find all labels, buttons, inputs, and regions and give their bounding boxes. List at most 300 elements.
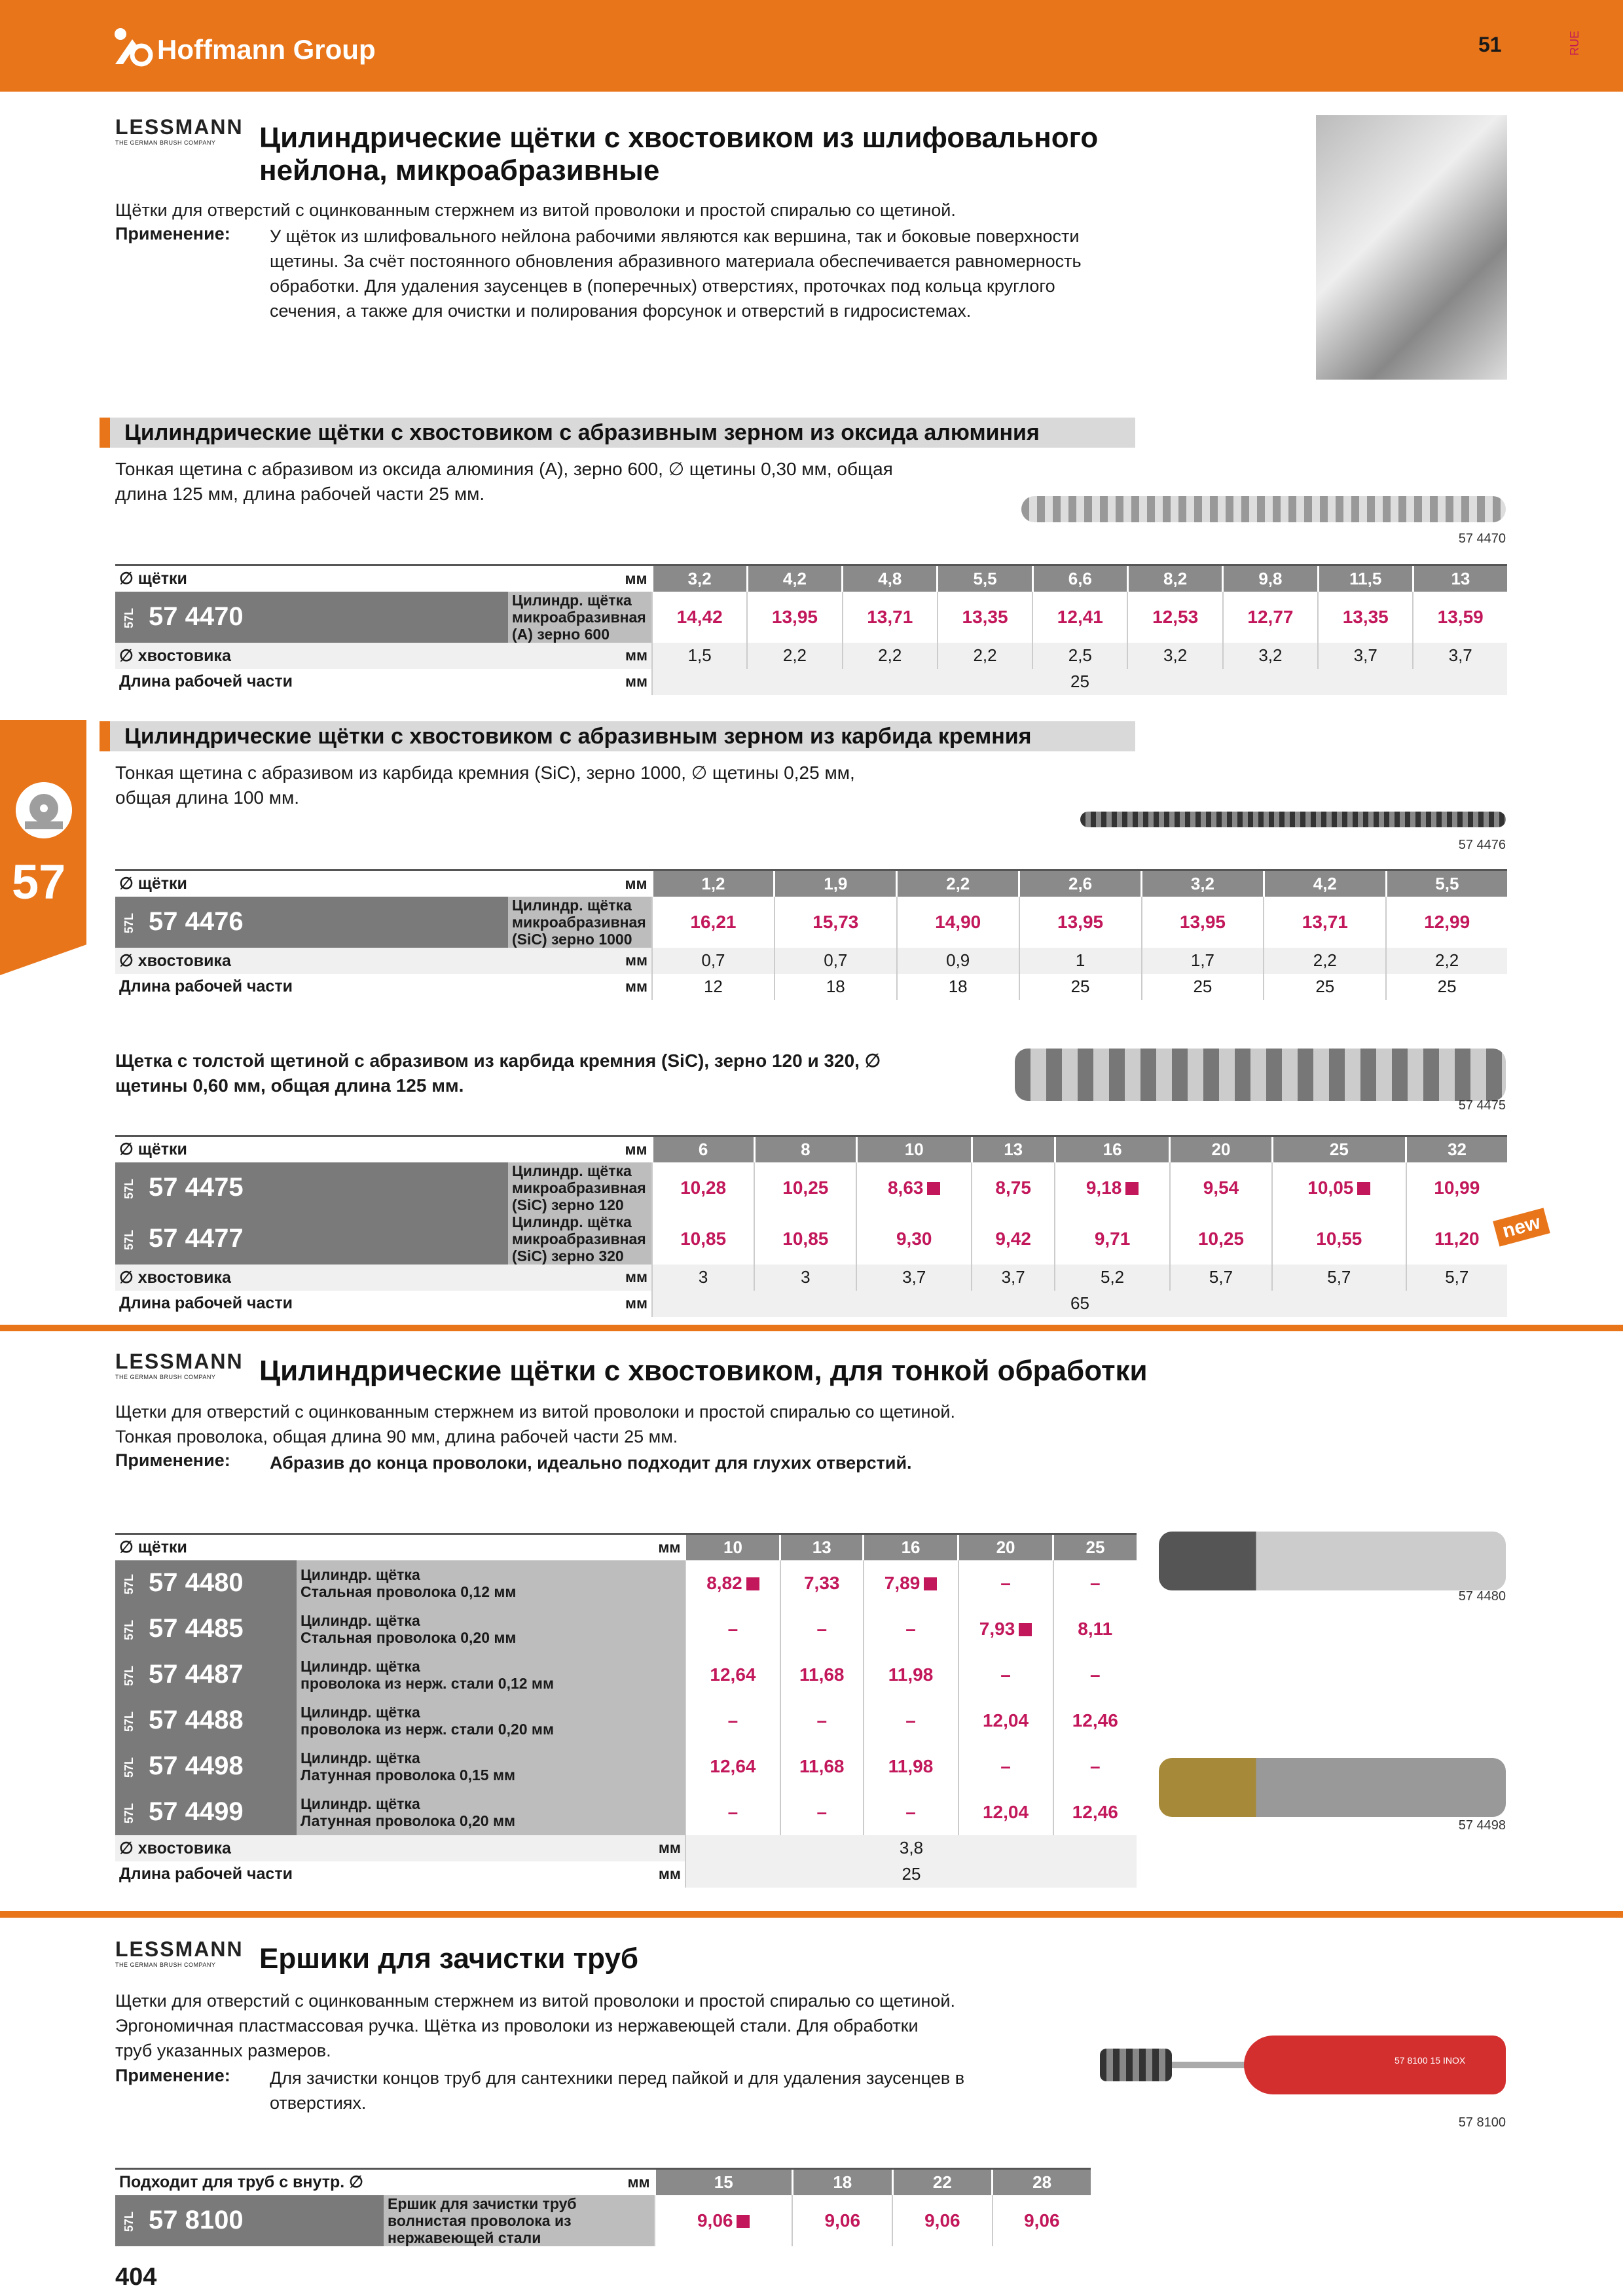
diameter-header: 3,2 bbox=[652, 565, 747, 592]
page-number-bottom: 404 bbox=[115, 2263, 157, 2291]
price-cell[interactable]: 13,35 bbox=[938, 592, 1032, 643]
article-id: 57 4475 bbox=[149, 1173, 244, 1202]
price-value: 7,93 bbox=[979, 1618, 1015, 1639]
desc-line: (A) зерно 600 bbox=[512, 625, 610, 643]
row-label-shank: ∅ хвостовика bbox=[119, 951, 231, 970]
article-number[interactable] bbox=[115, 1606, 297, 1652]
article-id: 57 8100 bbox=[149, 2206, 244, 2234]
unit-label: мм bbox=[297, 1534, 685, 1560]
row-label-diameter: ∅ щётки bbox=[115, 1136, 508, 1162]
article-description bbox=[297, 1744, 685, 1789]
shank-cell: 3,8 bbox=[685, 1835, 1137, 1861]
desc-line: Стальная проволока 0,20 мм bbox=[300, 1628, 517, 1646]
diameter-header: 2,2 bbox=[897, 870, 1019, 897]
diameter-header: 5,5 bbox=[938, 565, 1032, 592]
row-label-length: Длина рабочей части bbox=[119, 1865, 293, 1883]
brand-name: Hoffmann Group bbox=[157, 34, 376, 65]
shank-cell: 5,2 bbox=[1055, 1265, 1170, 1291]
diameter-header: 16 bbox=[1055, 1136, 1170, 1162]
price-cell[interactable]: 9,30 bbox=[856, 1213, 972, 1265]
article-description bbox=[384, 2195, 655, 2246]
shank-cell: 5,7 bbox=[1170, 1265, 1272, 1291]
desc-line: Цилиндр. щётка bbox=[300, 1703, 420, 1721]
length-cell: 18 bbox=[775, 974, 897, 1000]
diameter-header: 13 bbox=[1413, 565, 1507, 592]
row-label-fit: Подходит для труб с внутр. ∅ bbox=[115, 2169, 384, 2195]
unit-label: мм bbox=[658, 1865, 681, 1882]
img-id-574475: 57 4475 bbox=[1458, 1098, 1506, 1113]
unit-label: мм bbox=[508, 1136, 652, 1162]
price-value: 10,05 bbox=[1307, 1177, 1354, 1198]
shank-cell: 2,2 bbox=[843, 643, 938, 669]
article-description bbox=[508, 1162, 652, 1213]
diameter-header: 11,5 bbox=[1318, 565, 1413, 592]
price-cell[interactable]: 11,68 bbox=[780, 1744, 864, 1789]
shank-cell: 0,7 bbox=[652, 948, 775, 974]
price-cell[interactable] bbox=[754, 1162, 856, 1213]
diameter-header: 18 bbox=[792, 2169, 892, 2195]
img-id-574476: 57 4476 bbox=[1458, 838, 1506, 852]
price-cell[interactable] bbox=[685, 1560, 780, 1606]
table-section2 bbox=[115, 1533, 1137, 1888]
row-label-diameter: ∅ щётки bbox=[115, 565, 508, 592]
diameter-header: 25 bbox=[1053, 1534, 1137, 1560]
desc-line: Стальная проволока 0,12 мм bbox=[300, 1583, 517, 1600]
price-cell[interactable]: 9,42 bbox=[972, 1213, 1055, 1265]
length-cell: 65 bbox=[652, 1291, 1507, 1317]
price-cell[interactable]: 10,55 bbox=[1272, 1213, 1406, 1265]
price-cell[interactable]: 13,95 bbox=[1019, 897, 1142, 948]
price-cell[interactable]: 10,85 bbox=[754, 1213, 856, 1265]
price-value: 9,54 bbox=[1203, 1177, 1239, 1198]
price-cell[interactable]: – bbox=[780, 1698, 864, 1744]
desc-line: длина 125 мм, длина рабочей части 25 мм. bbox=[115, 484, 485, 504]
article-number[interactable] bbox=[115, 1789, 297, 1835]
price-value: 8,63 bbox=[887, 1177, 924, 1198]
app-line: отверстиях. bbox=[270, 2093, 367, 2113]
brush-image-574476 bbox=[1080, 812, 1506, 827]
lessmann-logo bbox=[115, 1937, 244, 1968]
new-item-square-icon bbox=[746, 1577, 759, 1590]
article-id: 57 4499 bbox=[149, 1797, 244, 1826]
price-cell[interactable]: 13,71 bbox=[843, 592, 938, 643]
price-cell[interactable] bbox=[1406, 1162, 1507, 1213]
price-cell[interactable]: 13,59 bbox=[1413, 592, 1507, 643]
price-cell[interactable]: 12,04 bbox=[958, 1789, 1053, 1835]
row-label-length: Длина рабочей части bbox=[119, 977, 293, 996]
diameter-header: 25 bbox=[1272, 1136, 1406, 1162]
price-cell[interactable]: 11,68 bbox=[780, 1652, 864, 1698]
article-description bbox=[508, 1213, 652, 1265]
pipe-brush-image bbox=[1100, 2036, 1506, 2094]
chapter-number: 57 bbox=[12, 855, 66, 909]
price-cell[interactable]: 13,95 bbox=[1142, 897, 1264, 948]
section3-title: Ершики для зачистки труб bbox=[259, 1943, 639, 1975]
new-item-square-icon bbox=[1357, 1182, 1370, 1195]
lessmann-logo bbox=[115, 115, 244, 146]
desc-line: Тонкая щетина с абразивом из карбида кремния (SiC), зерно 1000, ∅ щетины 0,25 мм, bbox=[115, 762, 855, 783]
article-number[interactable] bbox=[115, 1698, 297, 1744]
row-label-length: Длина рабочей части bbox=[119, 1294, 293, 1312]
shank-cell: 2,5 bbox=[1032, 643, 1127, 669]
price-cell[interactable]: – bbox=[685, 1606, 780, 1652]
row-label-length: Длина рабочей части bbox=[119, 672, 293, 691]
section3-app-label: Применение: bbox=[115, 2066, 230, 2085]
diameter-header: 13 bbox=[972, 1136, 1055, 1162]
row-label-shank: ∅ хвостовика bbox=[119, 1268, 231, 1287]
app-line: Для зачистки концов труб для сантехники перед пайкой и для удаления заусенцев в bbox=[270, 2068, 965, 2088]
pipe-brush-handle: 57 8100 15 INOX bbox=[1244, 2036, 1506, 2094]
shank-cell: 3 bbox=[652, 1265, 754, 1291]
length-cell: 25 bbox=[685, 1861, 1137, 1888]
sectionA-desc bbox=[115, 457, 1032, 507]
price-value: 9,06 bbox=[697, 2210, 733, 2231]
price-cell[interactable]: 11,98 bbox=[864, 1744, 958, 1789]
diameter-header: 20 bbox=[958, 1534, 1053, 1560]
article-description bbox=[508, 592, 652, 643]
sectionB-desc bbox=[115, 761, 1032, 810]
sectionA-bar: Цилиндрические щётки с хвостовиком с абразивным зерном из оксида алюминия bbox=[100, 418, 1135, 448]
diameter-header: 4,2 bbox=[1264, 870, 1386, 897]
unit-label: мм bbox=[625, 673, 647, 690]
section-divider bbox=[0, 1911, 1623, 1918]
article-prefix: 57L bbox=[122, 912, 136, 933]
app-line: сечения, а также для очистки и полирования форсунок и отверстий в гидросистемах. bbox=[270, 301, 972, 321]
price-cell[interactable] bbox=[1170, 1162, 1272, 1213]
diameter-header: 16 bbox=[864, 1534, 958, 1560]
desc-line: общая длина 100 мм. bbox=[115, 787, 300, 808]
img-id-574470: 57 4470 bbox=[1458, 531, 1506, 546]
price-cell[interactable]: – bbox=[780, 1606, 864, 1652]
price-cell[interactable]: 9,06 bbox=[792, 2195, 892, 2246]
article-id: 57 4485 bbox=[149, 1614, 244, 1643]
lessmann-name: LESSMANN bbox=[115, 115, 244, 139]
article-prefix: 57L bbox=[122, 1665, 136, 1686]
desc-line: проволока из нерж. стали 0,12 мм bbox=[300, 1674, 554, 1692]
price-cell[interactable]: 8,11 bbox=[1053, 1606, 1137, 1652]
img-id-578100: 57 8100 bbox=[1458, 2115, 1506, 2130]
diameter-header: 4,8 bbox=[843, 565, 938, 592]
section-divider bbox=[0, 1325, 1623, 1331]
brush-image-574498 bbox=[1159, 1758, 1506, 1817]
shank-cell: 3 bbox=[754, 1265, 856, 1291]
diameter-header: 28 bbox=[993, 2169, 1091, 2195]
shank-cell: 1 bbox=[1019, 948, 1142, 974]
pipe-brush-head bbox=[1100, 2049, 1172, 2081]
price-cell[interactable] bbox=[1272, 1162, 1406, 1213]
price-cell[interactable] bbox=[972, 1162, 1055, 1213]
price-cell[interactable]: – bbox=[1053, 1652, 1137, 1698]
diameter-header: 13 bbox=[780, 1534, 864, 1560]
sectionC-desc bbox=[115, 1049, 1032, 1098]
diameter-header: 8 bbox=[754, 1136, 856, 1162]
desc-line: Цилиндр. щётка bbox=[300, 1795, 420, 1812]
price-cell[interactable]: 12,04 bbox=[958, 1698, 1053, 1744]
diameter-header: 20 bbox=[1170, 1136, 1272, 1162]
price-cell[interactable]: 13,71 bbox=[1264, 897, 1386, 948]
desc-line: Цилиндр. щётка bbox=[300, 1611, 420, 1629]
price-cell[interactable]: 9,06 bbox=[892, 2195, 993, 2246]
section2-title: Цилиндрические щётки с хвостовиком, для тонкой обработки bbox=[259, 1355, 1148, 1387]
article-number[interactable] bbox=[115, 1744, 297, 1789]
article-number[interactable] bbox=[115, 2195, 384, 2246]
price-cell[interactable]: 12,46 bbox=[1053, 1698, 1137, 1744]
app-line: У щёток из шлифовального нейлона рабочими являются как вершина, так и боковые поверхности bbox=[270, 226, 1080, 246]
lessmann-tagline: THE GERMAN BRUSH COMPANY bbox=[115, 139, 216, 146]
price-value: 10,28 bbox=[680, 1177, 727, 1198]
pipe-brush-stem bbox=[1172, 2062, 1250, 2068]
brush-image-574475 bbox=[1015, 1049, 1506, 1101]
price-cell[interactable]: 12,46 bbox=[1053, 1789, 1137, 1835]
row-label-diameter: ∅ щётки bbox=[115, 870, 508, 897]
lessmann-logo bbox=[115, 1350, 244, 1380]
diameter-header: 5,5 bbox=[1386, 870, 1507, 897]
page-number-top: 51 bbox=[1478, 33, 1502, 56]
price-cell[interactable]: – bbox=[958, 1560, 1053, 1606]
price-cell[interactable]: 12,77 bbox=[1223, 592, 1318, 643]
price-cell[interactable] bbox=[1055, 1162, 1170, 1213]
price-value: 10,25 bbox=[782, 1177, 829, 1198]
article-number[interactable] bbox=[115, 897, 508, 948]
article-id: 57 4488 bbox=[149, 1706, 244, 1734]
price-cell[interactable]: 16,21 bbox=[652, 897, 775, 948]
article-number[interactable] bbox=[115, 1652, 297, 1698]
desc-line: волнистая проволока из нержавеющей стали bbox=[388, 2212, 572, 2246]
length-cell: 18 bbox=[897, 974, 1019, 1000]
price-cell[interactable] bbox=[856, 1162, 972, 1213]
sectionB-bar: Цилиндрические щётки с хвостовиком с абразивным зерном из карбида кремния bbox=[100, 721, 1135, 751]
desc-line: Цилиндр. щётка bbox=[300, 1749, 420, 1767]
desc-line: Цилиндр. щётка микроабразивная bbox=[512, 1213, 646, 1247]
article-prefix: 57L bbox=[122, 1711, 136, 1732]
hoffmann-logo-icon bbox=[113, 26, 153, 67]
price-cell[interactable] bbox=[655, 2195, 792, 2246]
shank-cell: 0,9 bbox=[897, 948, 1019, 974]
price-cell[interactable]: 12,99 bbox=[1386, 897, 1507, 948]
article-prefix: 57L bbox=[122, 1178, 136, 1199]
lessmann-name: LESSMANN bbox=[115, 1937, 244, 1961]
article-description bbox=[297, 1698, 685, 1744]
new-item-square-icon bbox=[924, 1577, 937, 1590]
section1-app-label: Применение: bbox=[115, 224, 230, 243]
shank-cell: 2,2 bbox=[1264, 948, 1386, 974]
language-tag: RUE bbox=[1568, 30, 1581, 56]
lessmann-tagline: THE GERMAN BRUSH COMPANY bbox=[115, 1374, 216, 1380]
desc-line: Цилиндр. щётка bbox=[300, 1657, 420, 1675]
diameter-header: 9,8 bbox=[1223, 565, 1318, 592]
section1-title-line1: Цилиндрические щётки с хвостовиком из шлифовального bbox=[259, 122, 1099, 154]
new-item-square-icon bbox=[737, 2215, 750, 2228]
price-cell[interactable]: – bbox=[780, 1789, 864, 1835]
drill-press-photo bbox=[1316, 115, 1507, 380]
desc-line: Ершик для зачистки труб bbox=[388, 2195, 577, 2212]
length-cell: 25 bbox=[1386, 974, 1507, 1000]
img-id-574480: 57 4480 bbox=[1458, 1589, 1506, 1604]
price-value: 10,99 bbox=[1434, 1177, 1480, 1198]
chapter-tab[interactable] bbox=[0, 720, 86, 975]
lessmann-tagline: THE GERMAN BRUSH COMPANY bbox=[115, 1962, 216, 1968]
price-cell[interactable]: 11,98 bbox=[864, 1652, 958, 1698]
section1-intro: Щётки для отверстий с оцинкованным стержнем из витой проволоки и простой спиралью со щетиной. bbox=[115, 200, 956, 220]
length-cell: 25 bbox=[652, 669, 1507, 695]
desc-line: проволока из нерж. стали 0,20 мм bbox=[300, 1720, 554, 1738]
diameter-header: 1,2 bbox=[652, 870, 775, 897]
desc-line: щетины 0,60 мм, общая длина 125 мм. bbox=[115, 1075, 464, 1096]
diameter-header: 1,9 bbox=[775, 870, 897, 897]
article-number[interactable] bbox=[115, 592, 508, 643]
price-cell[interactable] bbox=[652, 1162, 754, 1213]
article-prefix: 57L bbox=[122, 1757, 136, 1778]
price-cell[interactable]: 15,73 bbox=[775, 897, 897, 948]
desc-line: Тонкая щетина с абразивом из оксида алюминия (A), зерно 600, ∅ щетины 0,30 мм, общая bbox=[115, 459, 893, 479]
price-cell[interactable] bbox=[864, 1560, 958, 1606]
price-cell[interactable]: – bbox=[958, 1744, 1053, 1789]
price-value: 9,18 bbox=[1085, 1177, 1122, 1198]
shank-cell: 3,2 bbox=[1223, 643, 1318, 669]
unit-label: мм bbox=[625, 1295, 647, 1312]
price-cell[interactable]: 12,64 bbox=[685, 1652, 780, 1698]
article-number[interactable] bbox=[115, 1162, 508, 1213]
unit-label: мм bbox=[658, 1839, 681, 1856]
brush-image-574470 bbox=[1021, 496, 1506, 522]
unit-label: мм bbox=[625, 952, 647, 969]
price-cell[interactable]: – bbox=[1053, 1560, 1137, 1606]
new-item-square-icon bbox=[1019, 1623, 1032, 1636]
article-prefix: 57L bbox=[122, 1619, 136, 1640]
diameter-header: 8,2 bbox=[1127, 565, 1222, 592]
price-cell[interactable]: – bbox=[864, 1606, 958, 1652]
shank-cell: 5,7 bbox=[1406, 1265, 1507, 1291]
article-prefix: 57L bbox=[122, 1803, 136, 1823]
price-cell[interactable]: 14,90 bbox=[897, 897, 1019, 948]
price-cell[interactable]: – bbox=[864, 1789, 958, 1835]
text-line: Щетки для отверстий с оцинкованным стержнем из витой проволоки и простой спиралью со щетиной. bbox=[115, 1991, 955, 2011]
diameter-header: 22 bbox=[892, 2169, 993, 2195]
new-badge: new bbox=[1493, 1208, 1550, 1246]
article-id: 57 4470 bbox=[149, 602, 244, 631]
length-cell: 25 bbox=[1142, 974, 1264, 1000]
article-id: 57 4498 bbox=[149, 1751, 244, 1780]
app-line: щетины. За счёт постоянного обновления абразивного материала обеспечивается равномерность bbox=[270, 251, 1082, 271]
article-id: 57 4480 bbox=[149, 1568, 244, 1597]
shank-cell: 1,5 bbox=[652, 643, 747, 669]
unit-label: мм bbox=[384, 2169, 655, 2195]
article-description bbox=[297, 1789, 685, 1835]
price-cell[interactable]: – bbox=[685, 1789, 780, 1835]
price-cell[interactable]: – bbox=[958, 1652, 1053, 1698]
desc-line: Латунная проволока 0,20 мм bbox=[300, 1812, 516, 1829]
lessmann-name: LESSMANN bbox=[115, 1350, 244, 1373]
article-description bbox=[297, 1606, 685, 1652]
article-id: 57 4487 bbox=[149, 1660, 244, 1689]
unit-label: мм bbox=[625, 978, 647, 995]
price-cell[interactable]: 11,20 bbox=[1406, 1213, 1507, 1265]
shank-cell: 2,2 bbox=[747, 643, 842, 669]
article-number[interactable] bbox=[115, 1560, 297, 1606]
desc-line: Щетка с толстой щетиной с абразивом из карбида кремния (SiC), зерно 120 и 320, ∅ bbox=[115, 1050, 881, 1071]
article-prefix: 57L bbox=[122, 607, 136, 628]
price-cell[interactable]: – bbox=[1053, 1744, 1137, 1789]
price-cell[interactable]: 14,42 bbox=[652, 592, 747, 643]
price-cell[interactable]: 9,06 bbox=[993, 2195, 1091, 2246]
price-cell[interactable]: 13,35 bbox=[1318, 592, 1413, 643]
table-sectionA bbox=[115, 564, 1507, 695]
new-item-square-icon bbox=[927, 1182, 940, 1195]
price-cell[interactable]: 13,95 bbox=[747, 592, 842, 643]
shank-cell: 3,7 bbox=[1413, 643, 1507, 669]
desc-line: (SiC) зерно 120 bbox=[512, 1196, 624, 1213]
length-cell: 25 bbox=[1264, 974, 1386, 1000]
new-item-square-icon bbox=[1125, 1182, 1139, 1195]
article-prefix: 57L bbox=[122, 1573, 136, 1594]
desc-line: Цилиндр. щётка bbox=[300, 1566, 420, 1583]
price-cell[interactable]: 12,41 bbox=[1032, 592, 1127, 643]
price-cell[interactable]: 7,33 bbox=[780, 1560, 864, 1606]
table-sectionC bbox=[115, 1135, 1507, 1317]
price-cell[interactable]: 12,53 bbox=[1127, 592, 1222, 643]
diameter-header: 10 bbox=[685, 1534, 780, 1560]
app-line: обработки. Для удаления заусенцев в (поперечных) отверстиях, проточках под кольца круглого bbox=[270, 276, 1055, 296]
shank-cell: 3,2 bbox=[1127, 643, 1222, 669]
diameter-header: 32 bbox=[1406, 1136, 1507, 1162]
price-cell[interactable]: 9,71 bbox=[1055, 1213, 1170, 1265]
desc-line: (SiC) зерно 1000 bbox=[512, 930, 632, 948]
grinding-disc-icon bbox=[16, 782, 72, 838]
diameter-header: 4,2 bbox=[747, 565, 842, 592]
price-cell[interactable]: 10,85 bbox=[652, 1213, 754, 1265]
brush-image-574480 bbox=[1159, 1532, 1506, 1590]
unit-label: мм bbox=[625, 647, 647, 664]
shank-cell: 3,7 bbox=[972, 1265, 1055, 1291]
desc-line: Цилиндр. щётка микроабразивная bbox=[512, 1162, 646, 1196]
shank-cell: 2,2 bbox=[1386, 948, 1507, 974]
article-prefix: 57L bbox=[122, 1229, 136, 1250]
price-cell[interactable] bbox=[958, 1606, 1053, 1652]
text-line: Щетки для отверстий с оцинкованным стержнем из витой проволоки и простой спиралью со щетиной. bbox=[115, 1402, 955, 1422]
shank-cell: 1,7 bbox=[1142, 948, 1264, 974]
section3-text bbox=[115, 1988, 1163, 2063]
price-cell[interactable]: – bbox=[864, 1698, 958, 1744]
price-value: 8,82 bbox=[706, 1572, 742, 1593]
article-id: 57 4476 bbox=[149, 907, 244, 936]
price-cell[interactable]: – bbox=[685, 1698, 780, 1744]
shank-cell: 0,7 bbox=[775, 948, 897, 974]
article-description bbox=[508, 897, 652, 948]
row-label-diameter: ∅ щётки bbox=[115, 1534, 297, 1560]
section2-app-label: Применение: bbox=[115, 1450, 230, 1470]
price-cell[interactable]: 12,64 bbox=[685, 1744, 780, 1789]
diameter-header: 15 bbox=[655, 2169, 792, 2195]
row-label-shank: ∅ хвостовика bbox=[119, 1839, 231, 1857]
table-section3 bbox=[115, 2168, 1091, 2246]
shank-cell: 3,7 bbox=[1318, 643, 1413, 669]
text-line: Тонкая проволока, общая длина 90 мм, длина рабочей части 25 мм. bbox=[115, 1427, 678, 1446]
diameter-header: 3,2 bbox=[1142, 870, 1264, 897]
article-number[interactable] bbox=[115, 1213, 508, 1265]
price-value: 8,75 bbox=[995, 1177, 1031, 1198]
desc-line: Латунная проволока 0,15 мм bbox=[300, 1766, 516, 1784]
desc-line: (SiC) зерно 320 bbox=[512, 1247, 624, 1265]
price-cell[interactable]: 10,25 bbox=[1170, 1213, 1272, 1265]
shank-cell: 3,7 bbox=[856, 1265, 972, 1291]
text-line: труб указанных размеров. bbox=[115, 2041, 331, 2060]
length-cell: 12 bbox=[652, 974, 775, 1000]
table-sectionB bbox=[115, 869, 1507, 1000]
article-prefix: 57L bbox=[122, 2211, 136, 2232]
length-cell: 25 bbox=[1019, 974, 1142, 1000]
unit-label: мм bbox=[508, 565, 652, 592]
unit-label: мм bbox=[625, 1268, 647, 1285]
